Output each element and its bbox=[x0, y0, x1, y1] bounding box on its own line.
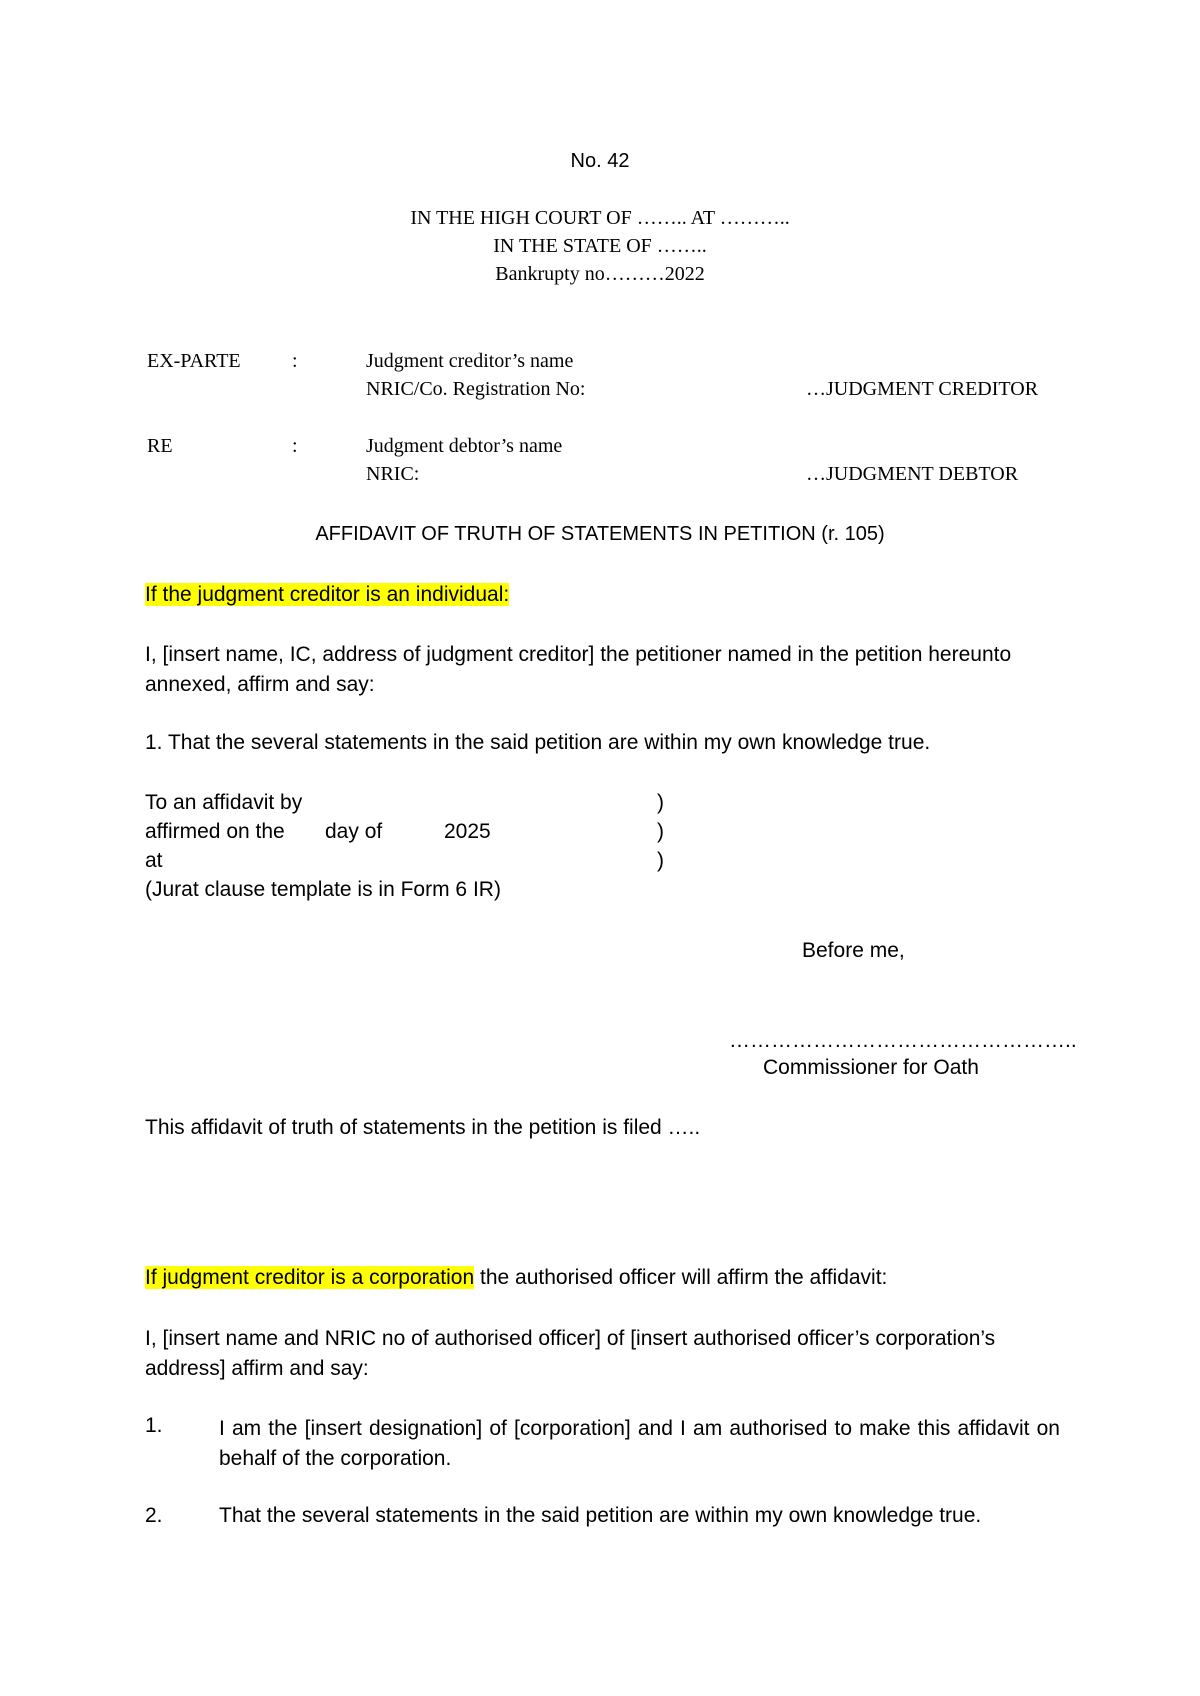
individual-heading bbox=[145, 583, 509, 607]
individual-statement: 1. That the several statements in the said petition are within my own knowledge true. bbox=[145, 731, 931, 754]
jurat-bracket-3: ) bbox=[657, 849, 664, 872]
jurat-at: at bbox=[145, 849, 163, 872]
corporation-item-number: 2. bbox=[145, 1504, 163, 1527]
corporation-heading bbox=[145, 1266, 887, 1290]
re-colon: : bbox=[292, 435, 298, 457]
before-me: Before me, bbox=[802, 939, 905, 962]
exparte-colon: : bbox=[292, 350, 298, 372]
corporation-item-text: That the several statements in the said petition are within my own knowledge true. bbox=[219, 1504, 982, 1527]
form-number: No. 42 bbox=[570, 150, 630, 172]
creditor-id-line: NRIC/Co. Registration No: bbox=[366, 378, 586, 400]
corporation-item-number: 1. bbox=[145, 1414, 163, 1437]
individual-intro: I, [insert name, IC, address of judgment creditor] the petitioner named in the petition hereunto annexed, affirm and say: bbox=[145, 643, 1012, 696]
jurat-note: (Jurat clause template is in Form 6 IR) bbox=[145, 878, 501, 901]
corporation-intro: I, [insert name and NRIC no of authorised officer] of [insert authorised officer’s corporation’s address] affirm and say: bbox=[145, 1327, 996, 1380]
judgment-creditor-role: …JUDGMENT CREDITOR bbox=[806, 378, 1039, 400]
debtor-id-line: NRIC: bbox=[366, 463, 420, 485]
jurat-bracket-1: ) bbox=[657, 791, 664, 814]
court-line: IN THE HIGH COURT OF …….. AT ……….. bbox=[410, 207, 790, 229]
corporation-item-text: I am the [insert designation] of [corporation] and I am authorised to make this affidavit on behalf of the corporation. bbox=[219, 1417, 1060, 1470]
filed-note: This affidavit of truth of statements in the petition is filed ….. bbox=[145, 1116, 701, 1139]
jurat-day-of: day of bbox=[325, 820, 383, 843]
judgment-debtor-role: …JUDGMENT DEBTOR bbox=[806, 463, 1019, 485]
judgment-debtor-name: Judgment debtor’s name bbox=[366, 435, 563, 457]
re-label: RE bbox=[147, 435, 173, 457]
affidavit-title: AFFIDAVIT OF TRUTH OF STATEMENTS IN PETITION (r. 105) bbox=[315, 523, 885, 545]
bankruptcy-number-line: Bankrupty no………2022 bbox=[495, 263, 705, 285]
corporation-heading-highlight: If judgment creditor is a corporation bbox=[145, 1266, 475, 1289]
jurat-year: 2025 bbox=[444, 820, 491, 843]
individual-heading-highlight: If the judgment creditor is an individual: bbox=[145, 583, 510, 606]
judgment-creditor-name: Judgment creditor’s name bbox=[366, 350, 574, 372]
commissioner-for-oath: Commissioner for Oath bbox=[763, 1056, 979, 1079]
state-line: IN THE STATE OF …….. bbox=[493, 235, 707, 257]
signature-line: ………………………………………….. bbox=[729, 1029, 1077, 1052]
jurat-line-1: To an affidavit by bbox=[145, 791, 303, 814]
jurat-bracket-2: ) bbox=[657, 820, 664, 843]
exparte-label: EX-PARTE bbox=[147, 350, 241, 372]
jurat-affirmed-on: affirmed on the bbox=[145, 820, 285, 843]
corporation-heading-rest: the authorised officer will affirm the affidavit: bbox=[474, 1266, 888, 1289]
